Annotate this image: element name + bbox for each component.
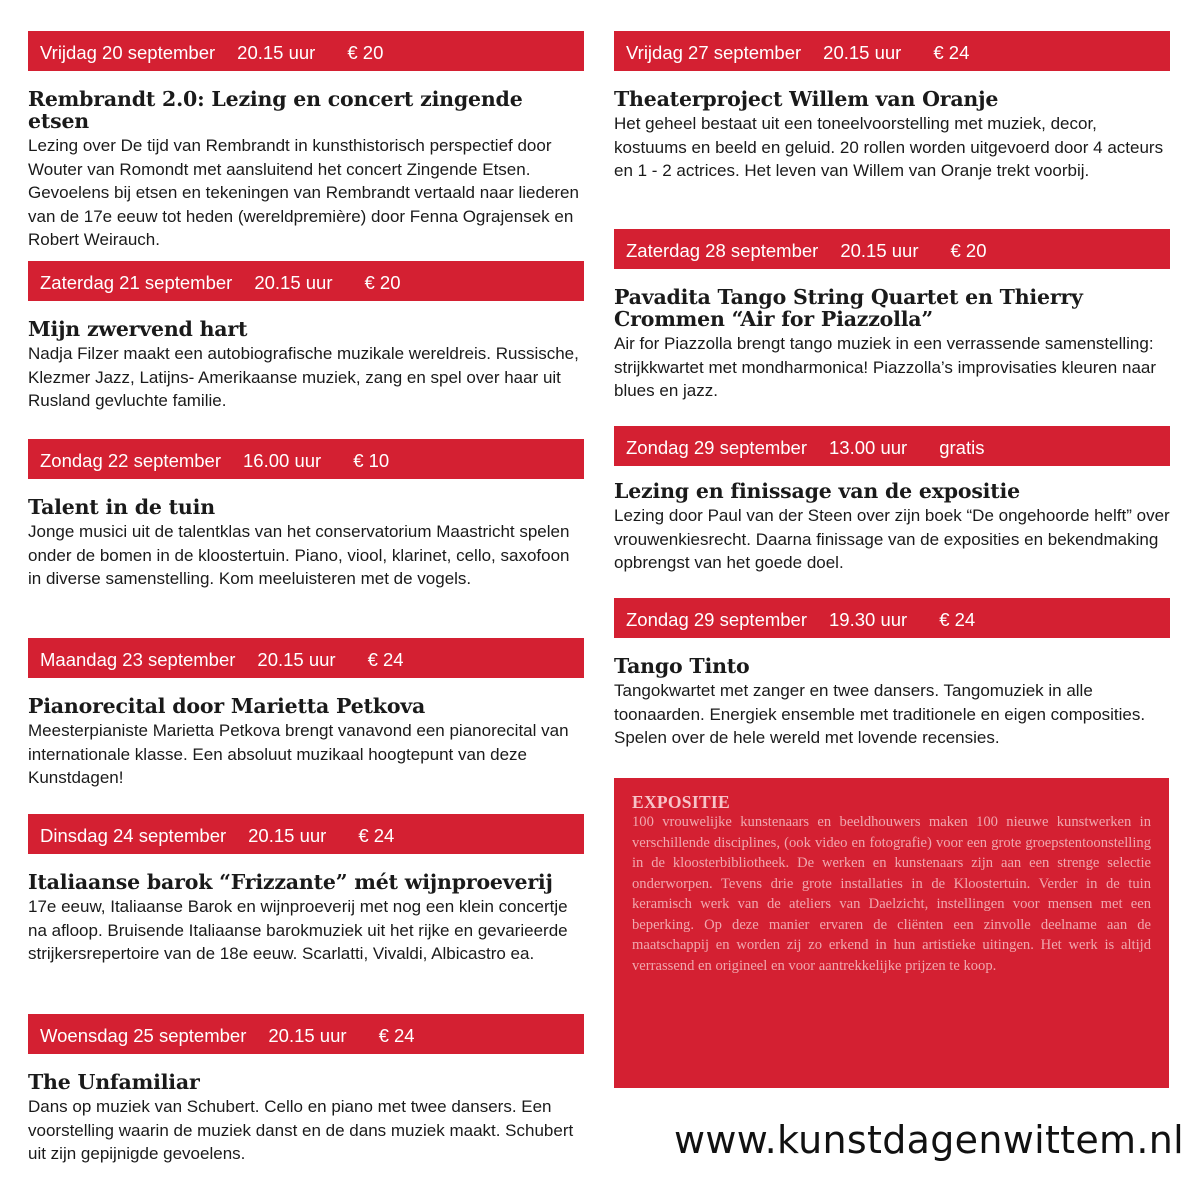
event-title: Talent in de tuin — [28, 495, 215, 519]
event-day: Vrijdag 27 september — [626, 42, 802, 63]
event-price: gratis — [939, 437, 985, 458]
event-day: Vrijdag 20 september — [40, 42, 216, 63]
event-block — [614, 426, 1170, 575]
event-header-bar — [614, 598, 1170, 638]
event-price: € 20 — [347, 42, 384, 63]
event-block — [28, 31, 584, 252]
event-block — [28, 814, 584, 966]
event-time: 20.15 uur — [248, 825, 327, 846]
exhibition-title: EXPOSITIE — [632, 792, 731, 812]
event-header-bar — [28, 638, 584, 678]
event-block — [614, 31, 1170, 183]
exhibition-box — [614, 778, 1169, 1088]
event-title: Pavadita Tango String Quartet en Thierry Crommen “Air for Piazzolla” — [614, 285, 1083, 331]
event-description: Dans op muziek van Schubert. Cello en piano met twee dansers. Een voorstelling waarin de muziek danst en de dans muziek maakt. Schubert uit zijn gepijnigde gevoelens. — [28, 1097, 574, 1163]
exhibition-text: 100 vrouwelijke kunstenaars en beeldhouwers maken 100 nieuwe kunstwerken in verschillende disciplines, (ook video en fotografie) voor een grote groepstentoonstelling in de kloosterbibliotheek. De werken en kunstenaars zijn aan een strenge selectie onderworpen. Tevens drie grote installaties in de Kloostertuin. Verder in de tuin keramisch werk van de ateliers van Daelzicht, instellingen voor mensen met een beperking. Op deze manier ervaren de cliënten een zinvolle deelname aan de maatschappij en worden zij zo erkend in hun artistieke uitingen. Het werk is altijd verrassend en origineel en voor aantrekkelijke prijzen te koop. — [632, 814, 1151, 974]
event-price: € 20 — [364, 272, 401, 293]
event-title: Lezing en finissage van de expositie — [614, 479, 1020, 503]
event-block — [28, 1014, 584, 1166]
event-day: Zondag 29 september — [626, 609, 808, 630]
event-title: Mijn zwervend hart — [28, 317, 248, 341]
event-day: Zaterdag 21 september — [40, 272, 233, 293]
event-description: 17e eeuw, Italiaanse Barok en wijnproeverij met nog een klein concertje na afloop. Bruisende Italiaanse barokmuziek uit het rijke en gevarieerde strijkersrepertoire van de 18e eeuw. Scarlatti, Vivaldi, Albicastro ea. — [28, 897, 568, 963]
event-description: Het geheel bestaat uit een toneelvoorstelling met muziek, decor, kostuums en beeld en geluid. 20 rollen worden uitgevoerd door 4 acteurs en 1 - 2 actrices. Het leven van Willem van Oranje trekt voorbij. — [614, 114, 1164, 180]
event-time: 19.30 uur — [829, 609, 908, 630]
event-block — [614, 598, 1170, 750]
event-title: Pianorecital door Marietta Petkova — [28, 694, 426, 718]
event-day: Zaterdag 28 september — [626, 240, 819, 261]
event-time: 16.00 uur — [243, 450, 322, 471]
event-block — [28, 439, 584, 591]
event-title: Italiaanse barok “Frizzante” mét wijnproeverij — [28, 870, 553, 894]
event-header-bar — [28, 814, 584, 854]
event-block — [614, 229, 1170, 403]
event-description: Nadja Filzer maakt een autobiografische muzikale wereldreis. Russische, Klezmer Jazz, Latijns- Amerikaanse muziek, zang en spel over haar uit Rusland gevluchte familie. — [28, 344, 579, 410]
event-time: 20.15 uur — [254, 272, 333, 293]
event-description: Lezing door Paul van der Steen over zijn boek “De ongehoorde helft” over vrouwenkiesrecht. Daarna finissage van de exposities en bekendmaking opbrengst van het goede doel. — [614, 506, 1170, 572]
event-price: € 10 — [353, 450, 390, 471]
event-day: Woensdag 25 september — [40, 1025, 247, 1046]
event-description: Meesterpianiste Marietta Petkova brengt vanavond een pianorecital van internationale klasse. Een absoluut muzikaal hoogtepunt van deze Kunstdagen! — [28, 721, 569, 787]
event-time: 20.15 uur — [237, 42, 316, 63]
event-header-bar — [614, 426, 1170, 466]
event-header-bar — [28, 261, 584, 301]
event-header-bar — [28, 1014, 584, 1054]
event-price: € 24 — [378, 1025, 415, 1046]
event-header-bar — [28, 31, 584, 71]
event-description: Lezing over De tijd van Rembrandt in kunsthistorisch perspectief door Wouter van Romondt met aansluitend het concert Zingende Etsen. Gevoelens bij etsen en tekeningen van Rembrandt vertaald naar liederen van de 17e eeuw tot heden (wereldpremière) door Fenna Ograjensek en Robert Weirauch. — [28, 136, 579, 249]
event-block — [28, 638, 584, 790]
event-price: € 24 — [933, 42, 970, 63]
event-day: Zondag 22 september — [40, 450, 222, 471]
event-price: € 24 — [939, 609, 976, 630]
event-price: € 24 — [358, 825, 395, 846]
event-header-bar — [28, 439, 584, 479]
website-link[interactable]: www.kunstdagenwittem.nl — [674, 1118, 1184, 1162]
event-block — [28, 261, 584, 413]
event-title: The Unfamiliar — [28, 1070, 200, 1094]
event-description: Air for Piazzolla brengt tango muziek in een verrassende samenstelling: strijkkwartet met mondharmonica! Piazzolla’s improvisaties kleuren naar blues en jazz. — [614, 334, 1157, 400]
event-day: Zondag 29 september — [626, 437, 808, 458]
event-header-bar — [614, 31, 1170, 71]
event-time: 13.00 uur — [829, 437, 908, 458]
event-title: Theaterproject Willem van Oranje — [614, 87, 999, 111]
event-title: Tango Tinto — [614, 654, 750, 678]
event-time: 20.15 uur — [257, 649, 336, 670]
event-price: € 24 — [367, 649, 404, 670]
event-time: 20.15 uur — [268, 1025, 347, 1046]
event-header-bar — [614, 229, 1170, 269]
event-time: 20.15 uur — [840, 240, 919, 261]
event-description: Jonge musici uit de talentklas van het conservatorium Maastricht spelen onder de bomen in de kloostertuin. Piano, viool, klarinet, cello, saxofoon in diverse samenstelling. Kom meeluisteren met de vogels. — [28, 522, 570, 588]
event-day: Maandag 23 september — [40, 649, 236, 670]
event-title: Rembrandt 2.0: Lezing en concert zingende etsen — [28, 87, 523, 133]
event-description: Tangokwartet met zanger en twee dansers. Tangomuziek in alle toonaarden. Energiek ensemble met traditionele en eigen composities. Spelen over de hele wereld met lovende recensies. — [614, 681, 1146, 747]
event-day: Dinsdag 24 september — [40, 825, 227, 846]
event-price: € 20 — [950, 240, 987, 261]
event-time: 20.15 uur — [823, 42, 902, 63]
